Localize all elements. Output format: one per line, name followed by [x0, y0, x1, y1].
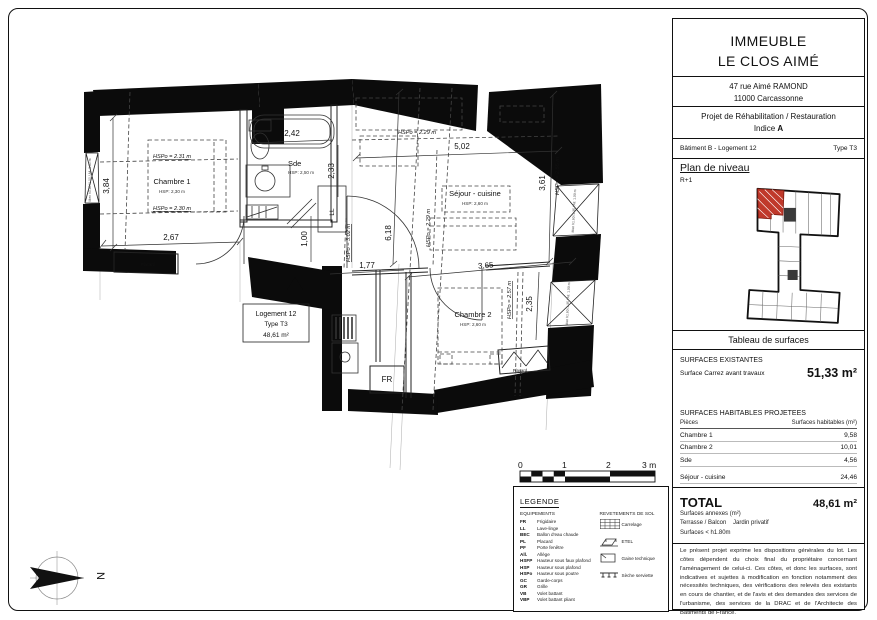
- title-block: [672, 18, 865, 617]
- legend-item: BEC Ballon d'eau chaude: [520, 532, 579, 538]
- dim-6-18: 6,18: [384, 225, 393, 241]
- existing-surfaces-title: SURFACES EXISTANTES: [680, 357, 763, 364]
- surface-table-header: Pièces Surfaces habitables (m²): [680, 420, 857, 429]
- etel-icon: [600, 536, 622, 547]
- existing-surfaces: [673, 349, 864, 401]
- unit-box-line2: Type T3: [264, 321, 288, 328]
- room-label-chambre2: Chambre 2: [454, 310, 492, 319]
- dim-1-00: 1,00: [300, 231, 309, 247]
- building-row: [673, 138, 864, 158]
- level-plan-section: [673, 158, 864, 330]
- disclaimer: Le présent projet exprime les dispositions générales du lot. Les côtes dépendent du choix final du propriétaire concernant l'aménagement de celui-ci. Ces côtes, et donc les surfaces, sont indicatives et sujettes à modification en fonction notamment des nécessités techniques, des vérifications des relevés des existants en cours de chantier, et de l'avis et des demandes des services de l'urbanisme, des services de la DRAC et de l'Architecte des Bâtiments de France.: [673, 543, 864, 609]
- legend-floor-item: ETEL: [600, 536, 662, 547]
- legend-item: GR Grille: [520, 584, 548, 590]
- annexes-line1: Terrasse / Balcon Jardin privatif: [680, 520, 769, 527]
- project-title-line1: IMMEUBLE: [730, 33, 807, 49]
- legend-floor-item: Sèche serviette: [600, 571, 662, 580]
- building-label: Bâtiment B - Logement 12: [680, 145, 757, 152]
- room-hsp-sejour: HSP: 2,60 m: [461, 201, 489, 206]
- project-address: [673, 76, 864, 106]
- legend-item: VBP Volet battant pliant: [520, 597, 575, 603]
- project-description: Projet de Réhabilitation / Restauration: [701, 112, 836, 121]
- dim-2-33: 2,33: [327, 163, 336, 179]
- projected-surfaces-title: SURFACES HABITABLES PROJETEES: [680, 410, 806, 417]
- surface-table-title: Tableau de surfaces: [673, 330, 864, 349]
- carrez-value: 51,33 m²: [806, 366, 857, 380]
- project-title: [673, 19, 864, 76]
- total-value: 48,61 m²: [812, 498, 857, 510]
- room-hsp-sde: HSP: 2,50 m: [288, 170, 315, 175]
- project-title-line2: LE CLOS AIMÉ: [717, 53, 820, 70]
- legend-box: [513, 486, 669, 612]
- type-label: Type T3: [833, 145, 857, 152]
- legend-title: LEGENDE: [520, 497, 560, 506]
- room-label-sejour: Séjour - cuisine: [449, 189, 501, 198]
- seche-serviette-icon: [600, 571, 622, 580]
- legend-item: VB Volet battant: [520, 590, 563, 596]
- gaine-technique-icon: [600, 553, 622, 564]
- dim-2-67: 2,67: [163, 233, 179, 242]
- indice-value: A: [777, 124, 784, 133]
- dim-5-02: 5,02: [454, 142, 470, 151]
- dim-2-35: 2,35: [525, 296, 534, 312]
- legend-floor-title: REVETEMENTS DE SOL: [599, 512, 655, 517]
- dim-3-65: 3,65: [477, 260, 494, 271]
- window-note-left: Men h0.60 l1.00 / All. 1.60 m: [88, 158, 92, 202]
- unit-box-line3: 48,61 m²: [263, 332, 289, 339]
- room-label-chambre1: Chambre 1: [153, 177, 191, 186]
- annexes-title: Surfaces annexes (m²): [680, 511, 741, 517]
- dim-3-61: 3,61: [538, 175, 547, 191]
- north-arrow: [30, 551, 106, 605]
- placard-label-1: Placard: [140, 262, 156, 267]
- scale-bar: [518, 460, 656, 482]
- fridge-label: FR: [381, 375, 393, 384]
- projected-surfaces: [673, 401, 864, 487]
- room-hsp-chambre2: HSP: 2,60 m: [459, 322, 487, 327]
- dim-1-77: 1,77: [359, 261, 375, 270]
- address-line2: 11000 Carcassonne: [733, 93, 804, 103]
- hspo-2-57: HSPo = 2.57 m: [507, 280, 513, 320]
- carrez-label: Surface Carrez avant travaux: [680, 370, 765, 377]
- scale-tick-2: 2: [606, 460, 611, 470]
- carrelage-grid-icon: [600, 519, 622, 529]
- level-label: R+1: [680, 177, 693, 184]
- annexes-line2: Surfaces < h1.80m: [680, 529, 731, 536]
- legend-item: FR Frigidaire: [520, 519, 557, 524]
- legend-floor-item: Gaine technique: [600, 553, 662, 564]
- washing-machine-label: LL: [329, 208, 336, 216]
- legend-item: PL Placard: [520, 538, 553, 544]
- placard-label-2: Placard: [512, 368, 528, 373]
- scale-tick-3: 3 m: [642, 460, 657, 470]
- project-type: [673, 106, 864, 138]
- hspo-2-55: HSPo = 2.55 m: [555, 156, 561, 196]
- project-indice: Indice A: [753, 124, 784, 133]
- legend-floor-column: [600, 512, 662, 604]
- table-row: Chambre 2 10,01: [680, 442, 857, 455]
- legend-item: GC Garde-corps: [520, 577, 563, 583]
- legend-item: LL Lave-linge: [520, 525, 559, 531]
- washbasin: [255, 171, 275, 191]
- window-note-right2: Men h1.60 l1.35 / All. 1.00 m: [564, 282, 572, 326]
- legend-item: All. Allège: [520, 551, 550, 557]
- window-note-right1: Men h1.60 l1.35 / All. 1.00 m: [570, 189, 578, 233]
- hspo-2-30: HSPo = 2.30 m: [152, 206, 192, 212]
- key-plan: [742, 186, 846, 332]
- legend-item: HSFP Hauteur sous faux plafond: [520, 558, 591, 564]
- hspo-2-29-b: HSPo = 2.29 m: [426, 208, 432, 248]
- room-hsp-chambre1: HSP: 2,30 m: [158, 189, 186, 194]
- scale-tick-1: 1: [562, 460, 567, 470]
- address-line1: 47 rue Aimé RAMOND: [729, 82, 808, 91]
- dim-2-42: 2,42: [284, 129, 300, 138]
- hspo-2-29-a: HSPo = 2.29 m: [397, 130, 437, 136]
- unit-box-line1: Logement 12: [255, 311, 297, 318]
- legend-item: HSP Hauteur sous plafond: [520, 564, 581, 570]
- hspo-2-31: HSPo = 2.31 m: [152, 154, 192, 160]
- table-row: Sde 4,56: [680, 454, 857, 467]
- dim-3-84: 3,84: [102, 178, 111, 194]
- hspo-3-02: HSPo = 3.02 m: [346, 223, 352, 263]
- legend-floor-item: Carrelage: [600, 519, 662, 529]
- scale-tick-0: 0: [518, 460, 523, 470]
- legend-equipment-column: [520, 512, 600, 604]
- legend-item: PF Porte fenêtre: [520, 545, 564, 551]
- north-letter: N: [94, 572, 106, 580]
- legend-item: HSPo Hauteur sous poutre: [520, 571, 579, 577]
- legend-equipment-title: EQUIPEMENTS: [520, 512, 555, 517]
- room-label-sde: Sde: [288, 159, 302, 168]
- total-label: TOTAL: [680, 495, 723, 510]
- table-row: Chambre 1 9,58: [680, 429, 857, 442]
- total-section: [673, 487, 864, 543]
- table-row: Séjour - cuisine 24,46: [680, 472, 857, 485]
- level-plan-title: Plan de niveau: [680, 162, 750, 174]
